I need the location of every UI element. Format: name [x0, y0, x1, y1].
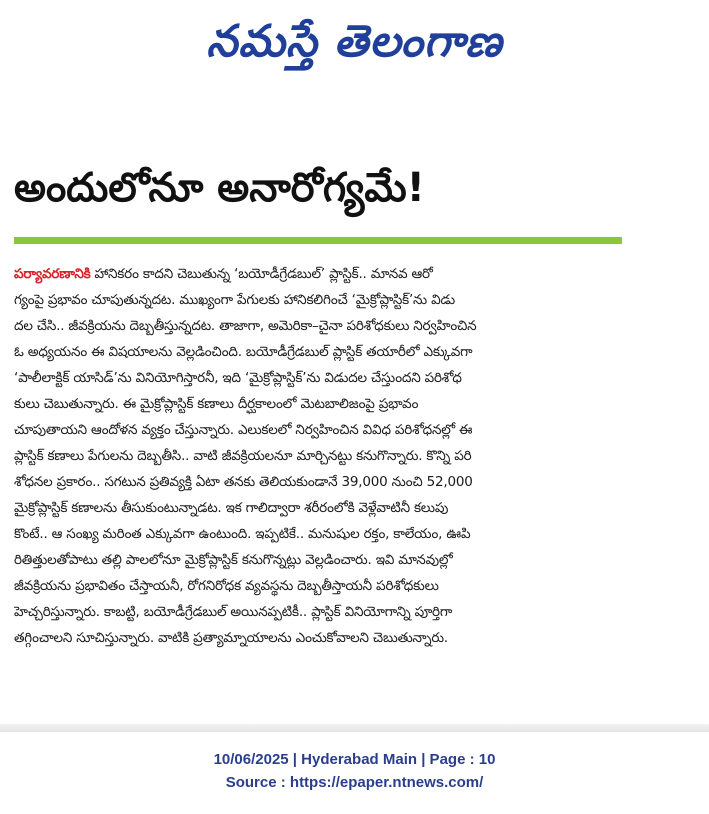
article-line-15: తగ్గించాలని సూచిస్తున్నారు. వాటికి ప్రత్యామ్నాయాలను ఎంచుకోవాలని చెబుతున్నారు. — [14, 630, 448, 646]
headline-divider — [14, 237, 622, 244]
newspaper-masthead: నమస్తే తెలంగాణ — [206, 16, 503, 67]
article-line-4: ఓ అధ్యయనం ఈ విషయాలను వెల్లడించింది. బయోడీగ్రేడబుల్ ప్లాస్టిక్ తయారీలో ఎక్కువగా — [14, 344, 473, 360]
article-line-13: జీవక్రియను ప్రభావితం చేస్తాయనీ, రోగనిరోధక వ్యవస్థను దెబ్బతీస్తాయనీ పరిశోధకులు — [14, 578, 439, 594]
article-line-1 — [14, 261, 684, 287]
article-line-9: శోధనల ప్రకారం.. సగటున ప్రతివ్యక్తి ఏటా తనకు తెలియకుండానే 39,000 నుంచి 52,000 — [14, 474, 473, 490]
article-line-14: హెచ్చరిస్తున్నారు. కాబట్టి, బయోడీగ్రేడబుల్ అయినప్పటికీ.. ప్లాస్టిక్ వినియోగాన్ని పూర్తిగా — [14, 604, 453, 620]
article-headline: అందులోనూ అనారోగ్యమే! — [14, 165, 425, 211]
clipping-footer — [0, 748, 709, 794]
article-line-7: చూపుతాయని ఆందోళన వ్యక్తం చేస్తున్నారు. ఎలుకలలో నిర్వహించిన వివిధ పరిశోధనల్లో ఈ — [14, 422, 473, 438]
article-line-6: కులు చెబుతున్నారు. ఈ మైక్రోప్లాస్టిక్ కణాలు దీర్ఘకాలంలో మెటబాలిజంపై ప్రభావం — [14, 396, 419, 412]
lead-word: పర్యావరణానికి — [14, 266, 91, 282]
footer-source: Source : https://epaper.ntnews.com/ — [225, 774, 484, 791]
page-bottom-band — [0, 724, 709, 732]
article-line-8: ప్లాస్టిక్ కణాలు పేగులను దెబ్బతీసి.. వాటి జీవక్రియలనూ మార్చినట్టు కనుగొన్నారు. కొన్ని పరి — [14, 448, 472, 464]
article-line-2: గ్యంపై ప్రభావం చూపుతున్నదట. ముఖ్యంగా పేగులకు హానికలిగించే ‘మైక్రోప్లాస్టిక్’ను విడు — [14, 292, 455, 308]
article-line-3: దల చేసి.. జీవక్రియను దెబ్బతీస్తున్నదట. తాజాగా, అమెరికా–చైనా పరిశోధకులు నిర్వహించిన — [14, 318, 477, 334]
article-line-12: రితిత్తులతోపాటు తల్లి పాలలోనూ మైక్రోప్లాస్టిక్ కనుగొన్నట్లు వెల్లడించారు. ఇవి మానవుల్లో — [14, 552, 453, 568]
footer-dateline: 10/06/2025 | Hyderabad Main | Page : 10 — [213, 751, 496, 768]
article-line-11: కొంటే.. ఆ సంఖ్య మరింత ఎక్కువగా ఉంటుంది. ఇప్పటికే.. మనుషుల రక్తం, కాలేయం, ఊపి — [14, 526, 471, 542]
article-line-10: మైక్రోప్లాస్టిక్ కణాలను తీసుకుంటున్నాడట. ఇక గాలిద్వారా శరీరంలోకి వెళ్లేవాటినీ కలుపు — [14, 500, 449, 516]
article-line-5: ‘పాలీలాక్టిక్ యాసిడ్’ను వినియోగిస్తారనీ, ఇది ‘మైక్రోప్లాస్టిక్’ను విడుదల చేస్తుందని పరిశోధ — [14, 370, 462, 386]
article-body — [14, 261, 684, 681]
article-line-1-text: హానికరం కాదని చెబుతున్న ‘బయోడీగ్రేడబుల్’ ప్లాస్టిక్.. మానవ ఆరో — [90, 266, 433, 282]
